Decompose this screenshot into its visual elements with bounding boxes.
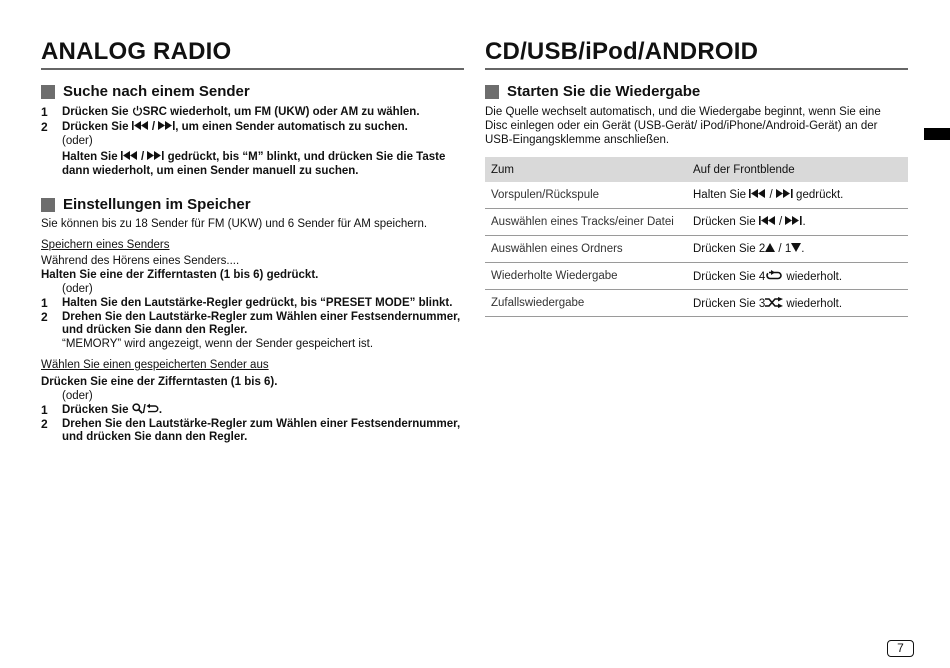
table-header-row: Zum Auf der Frontblende: [485, 157, 908, 182]
step-2-seek: Drücken Sie / , um einen Sender automatisch zu suchen.: [62, 121, 408, 133]
prev-skip-icon: [749, 189, 766, 201]
next-skip-icon: [776, 189, 793, 201]
playback-table: [485, 157, 908, 317]
next-skip-icon: [158, 120, 175, 134]
heading-square-icon: [41, 198, 55, 212]
table-row: Auswählen eines Ordners Drücken Sie 2 / 1 .: [485, 236, 908, 263]
hold-seek: Halten Sie / gedrückt, bis “M” blinkt, und drücken Sie die Taste: [62, 151, 446, 163]
prev-skip-icon: [121, 150, 138, 164]
heading-starten: Starten Sie die Wiedergabe: [485, 83, 700, 100]
table-row: Vorspulen/Rückspule Halten Sie / gedrückt.: [485, 182, 908, 209]
step-1-search-back: Drücken Sie / .: [62, 404, 163, 416]
table-row: Auswählen eines Tracks/einer Datei Drücken Sie / .: [485, 209, 908, 236]
right-column: CD/USB/iPod/ANDROID Starten Sie die Wiedergabe Die Quelle wechselt automatisch, und die Wiedergabe beginnt, wenn Sie eine Disc einlegen oder ein Gerät (USB-Gerät/ iPod/iPhone/Android-Gerät) an der USB-Eingangsklemme anschließen. Zum Auf der Frontblende Vorspulen/Rückspule Halten Sie / gedrückt. Auswählen eines Tracks/einer Datei Drücken Sie / . Auswählen eines Ordners Drücken Sie 2 / 1 . Wiederholte Wiedergabe Drücken Sie 4 wiederholt. Zufallswiedergabe Drücken Sie 3 wiederholt.: [485, 0, 908, 668]
down-triangle-icon: [791, 243, 801, 255]
heading-einstellungen: Einstellungen im Speicher: [41, 196, 251, 213]
page-number: 7: [887, 640, 914, 657]
up-triangle-icon: [765, 243, 775, 255]
table-row: Wiederholte Wiedergabe Drücken Sie 4 wiederholt.: [485, 263, 908, 290]
subheading-waehlen: Wählen Sie einen gespeicherten Sender aus: [41, 359, 269, 371]
title-rule: [485, 68, 908, 70]
section-title-analog-radio: ANALOG RADIO: [41, 38, 232, 65]
repeat-icon: [765, 270, 783, 283]
shuffle-icon: [765, 297, 783, 310]
side-tab-marker: [924, 128, 950, 140]
step-1-src: Drücken Sie SRC wiederholt, um FM (UKW) oder AM zu wählen.: [62, 106, 420, 118]
heading-square-icon: [485, 85, 499, 99]
next-skip-icon: [147, 150, 164, 164]
prev-skip-icon: [132, 120, 149, 134]
heading-square-icon: [41, 85, 55, 99]
section-title-cd-usb: CD/USB/iPod/ANDROID: [485, 38, 759, 65]
table-row: Zufallswiedergabe Drücken Sie 3 wiederholt.: [485, 290, 908, 317]
next-skip-icon: [785, 216, 802, 228]
search-icon: [132, 403, 143, 417]
subheading-speichern: Speichern eines Senders: [41, 239, 170, 251]
prev-skip-icon: [759, 216, 776, 228]
power-icon: [132, 105, 143, 119]
left-column: ANALOG RADIO Suche nach einem Sender 1 Drücken Sie SRC wiederholt, um FM (UKW) oder AM zu wählen. 2 Drücken Sie / , um einen Sender automatisch zu suchen. (oder) Halten Sie / gedrückt, bis “M” blinkt, und drücken Sie die Taste dann wiederholt, um einen Sender manuell zu suchen. Einstellungen im Speicher Sie können bis zu 18 Sender für FM (UKW) und 6 Sender für AM speichern. Speichern eines Senders Während des Hörens eines Senders.... Halten Sie eine der Zifferntasten (1 bis 6) gedrückt. (oder) 1 Halten Sie den Lautstärke-Regler gedrückt, bis “PRESET MODE” blinkt. 2 Drehen Sie den Lautstärke-Regler zum Wählen einer Festsendernummer, und drücken Sie dann den Regler. “MEMORY” wird angezeigt, wenn der Sender gespeichert ist. Wählen Sie einen gespeicherten Sender aus Drücken Sie eine der Zifferntasten (1 bis 6). (oder) 1 Drücken Sie / . 2 Drehen Sie den Lautstärke-Regler zum Wählen einer Festsendernummer, und drücken Sie dann den Regler.: [41, 0, 464, 668]
title-rule: [41, 68, 464, 70]
heading-suche: Suche nach einem Sender: [41, 83, 250, 100]
back-icon: [146, 403, 159, 417]
